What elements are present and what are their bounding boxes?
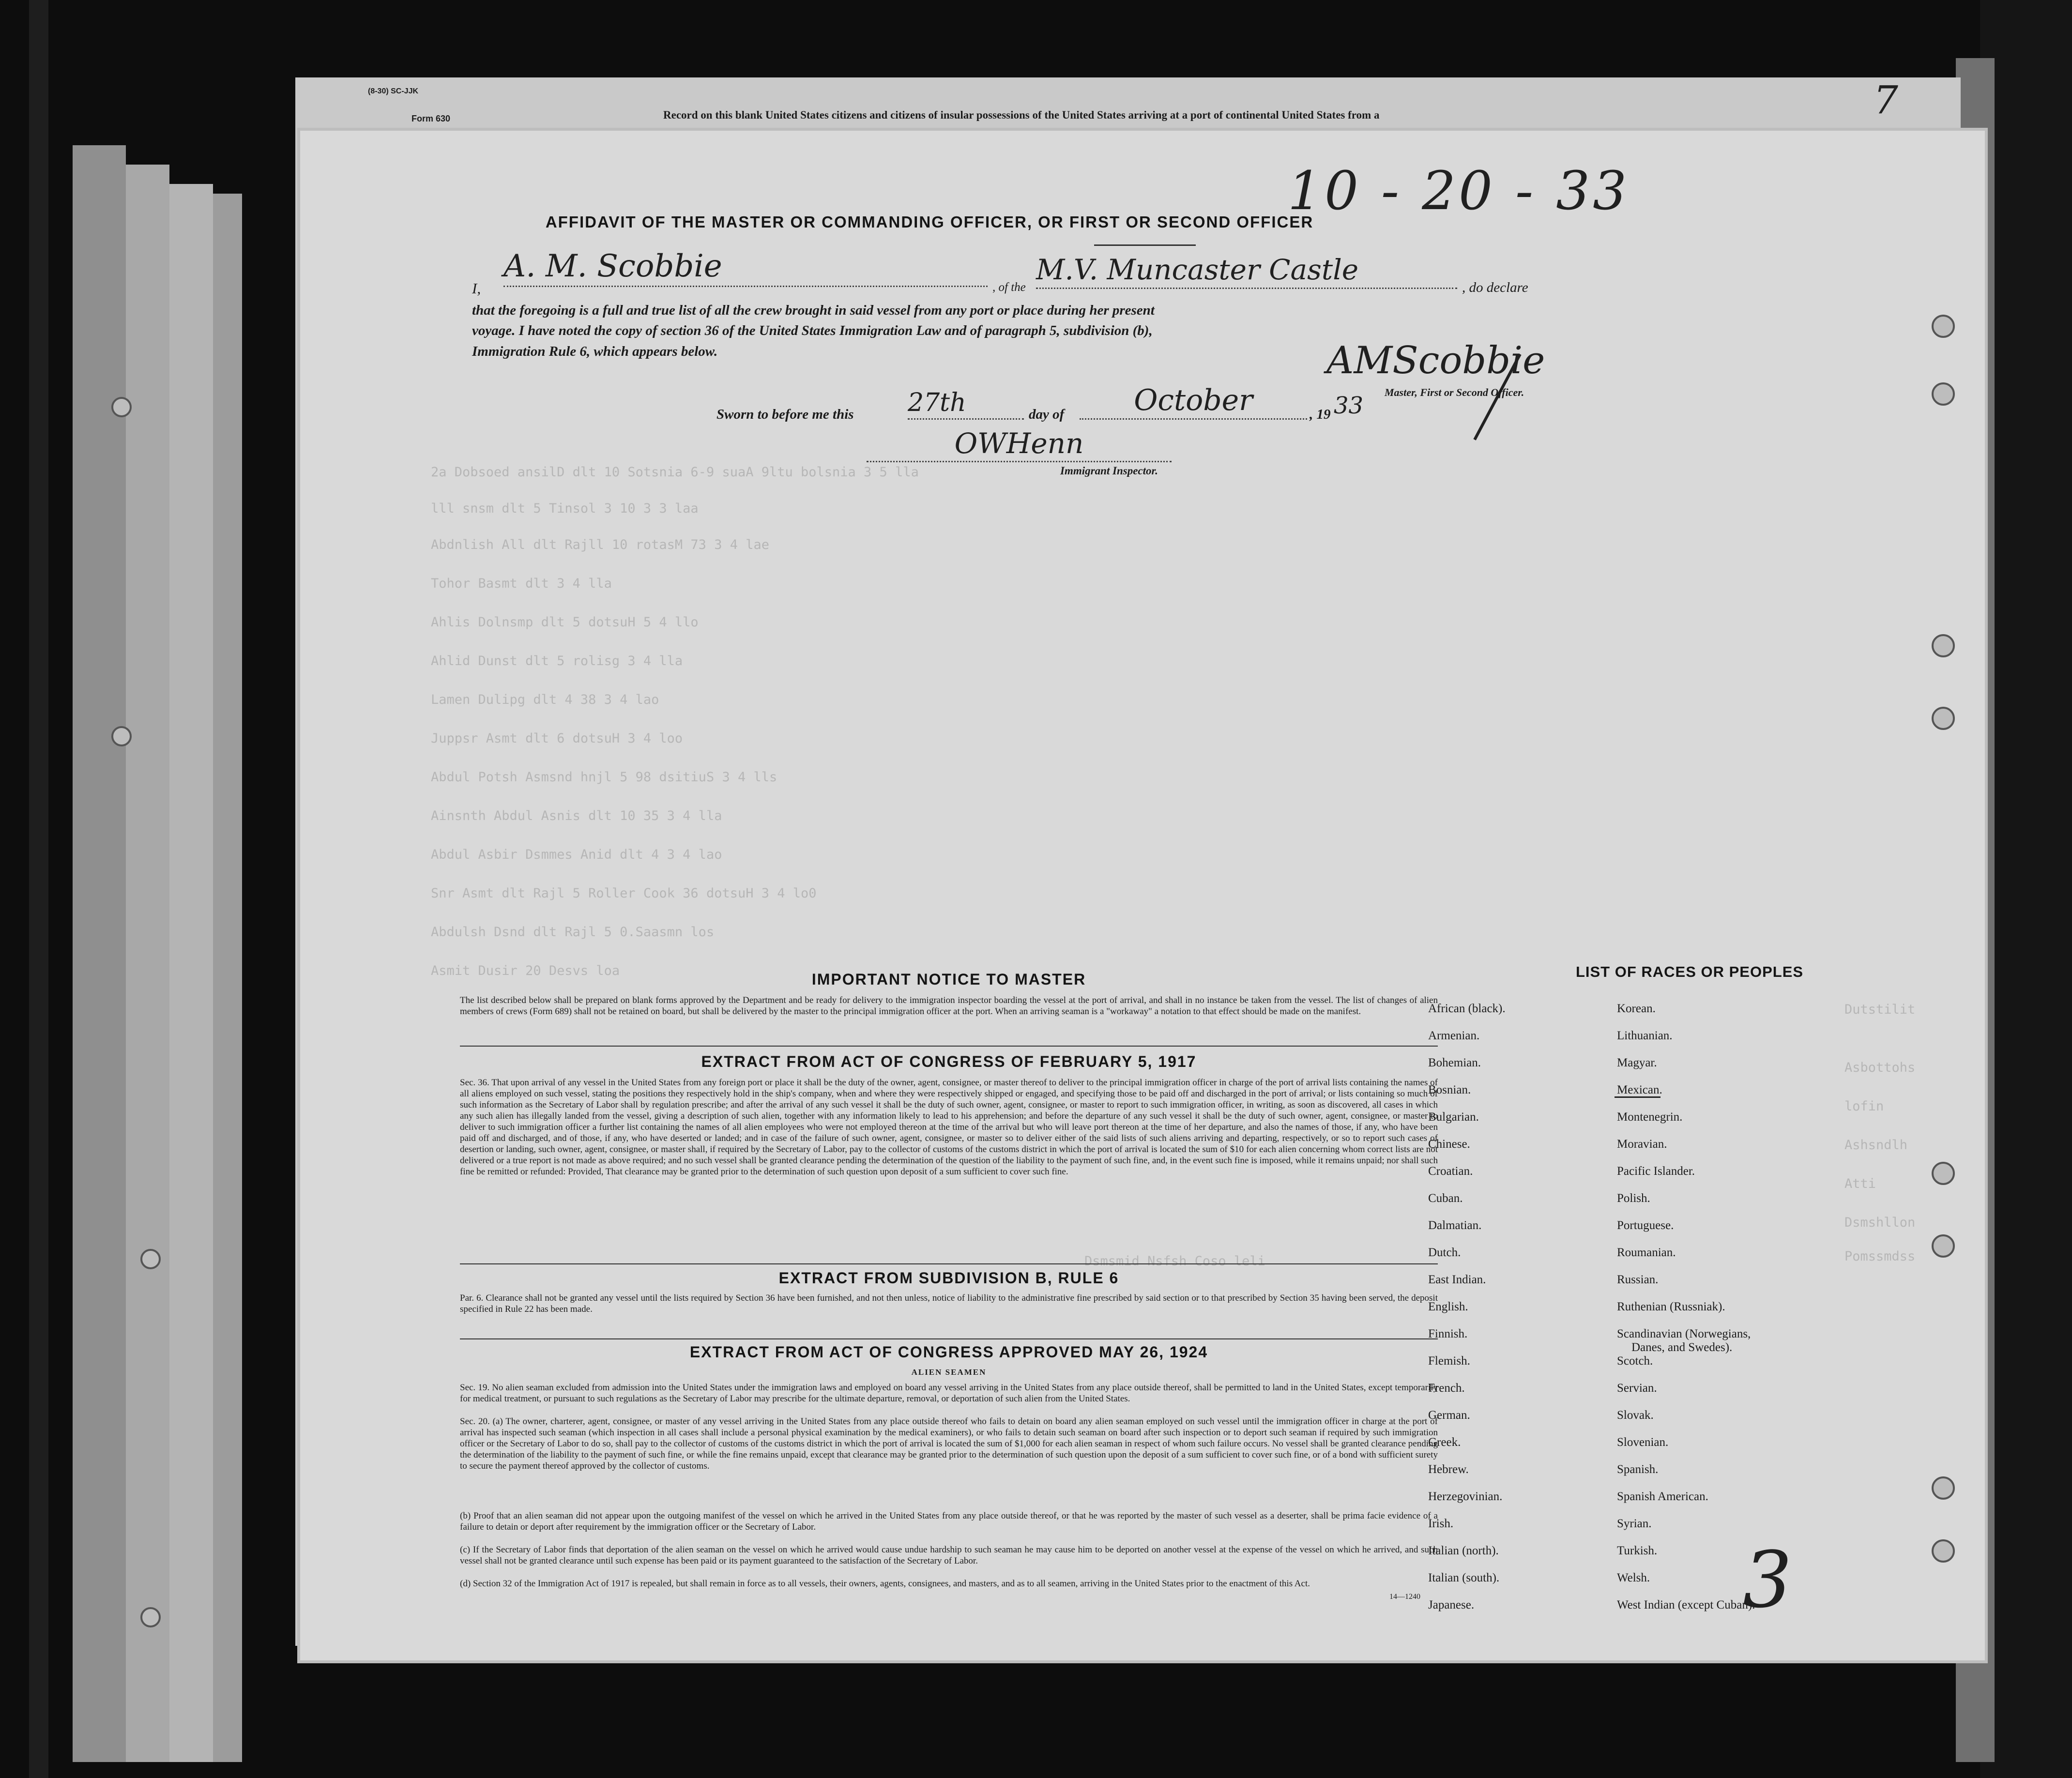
race-item: Russian. — [1617, 1273, 1659, 1286]
sworn-day: 27th — [908, 387, 1024, 420]
race-item: Polish. — [1617, 1192, 1650, 1205]
race-item: English. — [1428, 1300, 1468, 1313]
sworn-label: Sworn to before me this — [716, 407, 854, 422]
race-item: Bosnian. — [1428, 1083, 1471, 1096]
bleed-through-text: Ashsndlh — [1844, 1138, 1908, 1153]
binder-hole — [140, 1607, 161, 1627]
inspector-caption: Immigrant Inspector. — [1060, 465, 1158, 477]
binder-hole — [1932, 1162, 1955, 1185]
race-item: Scotch. — [1617, 1354, 1653, 1368]
binder-hole — [1932, 315, 1955, 338]
races-handwritten-mark: 3 — [1743, 1535, 1792, 1625]
extract-1917-title: EXTRACT FROM ACT OF CONGRESS OF FEBRUARY 5, 1917 — [701, 1053, 1197, 1070]
race-item: Roumanian. — [1617, 1246, 1676, 1259]
race-item: Italian (north). — [1428, 1544, 1499, 1557]
race-item: Slovenian. — [1617, 1436, 1669, 1449]
bleed-through-text: Abdulsh Dsnd dlt Rajl 5 0.Saasmn los — [431, 925, 715, 940]
bleed-through-text: Juppsr Asmt dlt 6 dotsuH 3 4 loo — [431, 731, 683, 746]
race-item: Mexican. — [1617, 1083, 1662, 1096]
bleed-through-text: lll snsm dlt 5 Tinsol 3 10 3 3 laa — [431, 501, 699, 516]
extract-1924-subtitle: ALIEN SEAMEN — [911, 1368, 987, 1377]
binder-hole — [111, 726, 132, 746]
race-item: Korean. — [1617, 1002, 1656, 1015]
extract-rule6-title: EXTRACT FROM SUBDIVISION B, RULE 6 — [778, 1269, 1119, 1287]
print-code: 14—1240 — [1389, 1593, 1420, 1601]
bleed-through-text: Tohor Basmt dlt 3 4 lla — [431, 576, 612, 591]
race-item: Scandinavian (Norwegians, — [1617, 1327, 1751, 1340]
binder-hole — [1932, 1539, 1955, 1563]
bleed-through-text: Snr Asmt dlt Rajl 5 Roller Cook 36 dotsuH 3 4 lo0 — [431, 886, 817, 901]
race-item: Spanish. — [1617, 1463, 1659, 1476]
form-code: (8-30) SC-JJK — [368, 87, 419, 95]
bleed-through-text: Abdnlish All dlt Rajll 10 rotasM 73 3 4 lae — [431, 537, 769, 552]
race-item: Portuguese. — [1617, 1219, 1674, 1232]
sworn-year: 33 — [1334, 392, 1364, 419]
record-line: Record on this blank United States citizens and citizens of insular possessions of the United States arriving at a port of continental United States from a — [663, 109, 1380, 121]
bleed-through-text: Dsmshllon — [1844, 1215, 1916, 1230]
affidavit-title: AFFIDAVIT OF THE MASTER OR COMMANDING OFFICER, OR FIRST OR SECOND OFFICER — [545, 213, 1314, 231]
race-item: Hebrew. — [1428, 1463, 1469, 1476]
vessel-name: M.V. Muncaster Castle — [1036, 252, 1457, 289]
extract-1924-sec20c: (c) If the Secretary of Labor finds that deportation of the alien seaman on the vessel on which he arrived would cause undue hardship to such seaman he may cause him to be deported on another vessel at the expense of the vessel on which he arrived, and such vessel shall not be granted clearance until such expense has been paid or its payment guaranteed to the satisfaction of the Secretary of Labor. — [460, 1545, 1438, 1566]
race-item: Cuban. — [1428, 1192, 1463, 1205]
race-item: Pacific Islander. — [1617, 1165, 1695, 1178]
race-item: Finnish. — [1428, 1327, 1468, 1340]
binder-hole — [1932, 634, 1955, 657]
affidavit-text-line-3: Immigration Rule 6, which appears below. — [472, 344, 718, 359]
bleed-through-text: Atti — [1844, 1176, 1876, 1191]
race-item: German. — [1428, 1409, 1470, 1422]
race-item: Herzegovinian. — [1428, 1490, 1503, 1503]
signature-caption: Master, First or Second Officer. — [1385, 386, 1524, 398]
extract-1924-sec19: Sec. 19. No alien seaman excluded from admission into the United States under the immigration laws and employed on board any vessel arriving in the United States from any place outside thereof, shall be permitted to land in the United States, except temporarily for medical treatment, or pursuant to such regulations as the Secretary of Labor may prescribe for the ultimate departure, removal, or deportation of such alien from the United States. — [460, 1383, 1438, 1404]
race-item: Bulgarian. — [1428, 1110, 1479, 1124]
extract-1924-sec20d: (d) Section 32 of the Immigration Act of 1917 is repealed, but shall remain in force as to all vessels, their owners, agents, consignees, and masters, and as to all seamen, arriving in the United States prior to the enactment of this Act. — [460, 1579, 1310, 1589]
race-item: Magyar. — [1617, 1056, 1657, 1069]
race-item: Syrian. — [1617, 1517, 1652, 1530]
binder-hole — [140, 1249, 161, 1269]
bleed-through-text: Ahlid Dunst dlt 5 rolisg 3 4 lla — [431, 653, 683, 669]
bleed-through-text: 2a Dobsoed ansilD dlt 10 Sotsnia 6-9 suaA 9ltu bolsnia 3 5 lla — [431, 465, 919, 480]
binder-hole — [1932, 1476, 1955, 1500]
race-item: Chinese. — [1428, 1138, 1470, 1151]
race-item: Greek. — [1428, 1436, 1461, 1449]
form-number: Form 630 — [411, 114, 451, 123]
binder-strip — [29, 0, 48, 1778]
affidavit-i-label: I, — [472, 280, 481, 297]
race-item: Bohemian. — [1428, 1056, 1481, 1069]
races-title: LIST OF RACES OR PEOPLES — [1575, 963, 1804, 980]
binder-strip — [126, 165, 169, 1762]
of-the-label: , of the — [992, 281, 1026, 294]
extract-1924-sec20a: Sec. 20. (a) The owner, charterer, agent, consignee, or master of any vessel arriving in the United States from any place outside thereof who fails to detain on board any alien seaman employed on such vessel until the immigration officer in charge at the port of arrival has inspected such seaman (which inspection in all cases shall include a personal physical examination by the medical examiners), or who fails to detain such seaman on board after such inspection or to deport such seaman if required by such immigration officer or the Secretary of Labor to do so, shall pay to the collector of customs of the customs district in which the port of arrival is located the sum of $1,000 for each alien seaman in respect of whom such failure occurs. No vessel shall be granted clearance pending the determination of the liability to the payment of such fine, or while the fine remains unpaid, except that clearance may be granted prior to the determination of such question upon the deposit of a sum sufficient to cover such fine, or of a bond with sufficient surety to secure the payment thereof approved by the collector of customs. — [460, 1416, 1438, 1471]
extract-1924-title: EXTRACT FROM ACT OF CONGRESS APPROVED MAY 26, 1924 — [689, 1343, 1208, 1361]
bleed-through-text: Ainsnth Abdul Asnis dlt 10 35 3 4 lla — [431, 808, 722, 823]
race-item: Lithuanian. — [1617, 1029, 1673, 1042]
race-item: Croatian. — [1428, 1165, 1473, 1178]
inspector-signature: OWHenn — [867, 426, 1172, 462]
day-of-label: day of — [1029, 407, 1065, 422]
notice-title: IMPORTANT NOTICE TO MASTER — [811, 971, 1086, 988]
bleed-through-text: Pomssmdss — [1844, 1249, 1916, 1264]
binder-strip — [213, 194, 242, 1762]
binder-strip — [169, 184, 213, 1762]
manifest-page — [300, 131, 1985, 1660]
bleed-through-text: Abdul Asbir Dsmmes Anid dlt 4 3 4 lao — [431, 847, 722, 862]
sworn-month: October — [1080, 382, 1307, 420]
race-item: Servian. — [1617, 1382, 1657, 1395]
race-item: Danes, and Swedes). — [1631, 1341, 1733, 1354]
handwritten-date: 10 - 20 - 33 — [1288, 160, 1630, 222]
affidavit-title-rule — [1094, 244, 1196, 246]
race-item: Italian (south). — [1428, 1571, 1500, 1584]
binder-hole — [1932, 382, 1955, 406]
bleed-through-text: Ahlis Dolnsmp dlt 5 dotsuH 5 4 llo — [431, 615, 699, 630]
extract-1924-rule — [460, 1338, 1438, 1339]
extract-rule6-body: Par. 6. Clearance shall not be granted any vessel until the lists required by Section 36 have been furnished, and not then unless, notice of liability to the administrative fine prescribed by said section or to that prescribed by Section 35 having been served, the deposit specified in Rule 22 has been made. — [460, 1293, 1438, 1314]
race-item: Welsh. — [1617, 1571, 1650, 1584]
affidavit-text-line-1: that the foregoing is a full and true list of all the crew brought in said vessel from any port or place during her present — [472, 303, 1155, 318]
race-item: Ruthenian (Russniak). — [1617, 1300, 1725, 1313]
race-item: Moravian. — [1617, 1138, 1667, 1151]
race-item: Dalmatian. — [1428, 1219, 1482, 1232]
race-item: Armenian. — [1428, 1029, 1480, 1042]
officer-name: A. M. Scobbie — [503, 247, 988, 287]
binder-hole — [1932, 707, 1955, 730]
bleed-through-text: Asbottohs — [1844, 1060, 1916, 1075]
race-item: Flemish. — [1428, 1354, 1470, 1368]
notice-body: The list described below shall be prepared on blank forms approved by the Department and be ready for delivery to the immigration inspector boarding the vessel at the port of arrival, and shall in no instance be taken from the vessel. The list of changes of alien members of crews (Form 689) shall not be retained on board, but shall be delivered by the master to the principal immigration officer at the port. When an arriving seaman is a "workaway" a notation to that effect should be made on the manifest. — [460, 995, 1438, 1017]
binder-strip — [73, 145, 126, 1762]
binder-hole — [111, 397, 132, 417]
bleed-through-text: Lamen Dulipg dlt 4 38 3 4 lao — [431, 692, 659, 707]
race-item: African (black). — [1428, 1002, 1506, 1015]
bleed-through-text: lofin — [1844, 1099, 1884, 1114]
race-item: Slovak. — [1617, 1409, 1654, 1422]
extract-1924-sec20b: (b) Proof that an alien seaman did not appear upon the outgoing manifest of the vessel on which he arrived in the United States from any place outside thereof, or that he was reported by the master of such vessel as a deserter, shall be prima facie evidence of a failure to detain or deport after requirement by the immigration officer or the Secretary of Labor. — [460, 1511, 1438, 1532]
race-item: French. — [1428, 1382, 1465, 1395]
race-item: Irish. — [1428, 1517, 1454, 1530]
extract-1917-body: Sec. 36. That upon arrival of any vessel in the United States from any foreign port or place it shall be the duty of the owner, agent, consignee, or master thereof to deliver to the principal immigration officer in charge of the port of arrival lists containing the names of all aliens employed on such vessel, stating the positions they respectively hold in the ship's company, when and where they were respectively shipped or engaged, and specifying those to be paid off and discharged in the port of arrival; or lists containing so much of such information as the Secretary of Labor shall by regulation prescribe; and after the arrival of any such vessel it shall be the duty of such owner, agent, consignee, or master to report to such immigration officer, in writing, as soon as discovered, all cases in which any such alien has illegally landed from the vessel, giving a description of such alien, together with any information likely to lead to his apprehension; and before the departure of any such vessel it shall be the duty of such owner, agent, consignee, or master to deliver to such immigration officer a further list containing the names of all alien employees who were not employed thereon at the time of the arrival but who will leave port thereon at the time of her departure, and also the names of those, if any, who have been paid off and discharged, and of those, if any, who have deserted or landed; and in case of the failure of such owner, agent, consignee, or master so to deliver either of the said lists of such aliens arriving and departing, respectively, or so to report such cases of desertion or landing, such owner, agent, consignee, or master shall, if required by the Secretary of Labor, pay to the collector of customs of the customs district in which the port of arrival is located the sum of $10 for each alien concerning whom correct lists are not delivered or a true report is not made as above required; and no such vessel shall be granted clearance pending the determination of the question of the liability to the payment of such fine, and, in the event such fine is imposed, while it remains unpaid; nor shall such fine be remitted or refunded: Provided, That clearance may be granted prior to the determination of such question upon deposit of a sum sufficient to cover such fine. — [460, 1078, 1438, 1177]
extract-rule6-rule — [460, 1263, 1438, 1264]
race-item: Turkish. — [1617, 1544, 1658, 1557]
race-item: Japanese. — [1428, 1598, 1475, 1611]
corner-mark: 7 — [1874, 77, 1898, 122]
bleed-through-text: Dsmsmid Nsfsh Coso leli — [1084, 1254, 1265, 1269]
race-item: Montenegrin. — [1617, 1110, 1683, 1124]
race-item: West Indian (except Cuban). — [1617, 1598, 1755, 1611]
race-item: East Indian. — [1428, 1273, 1486, 1286]
year-prefix: , 19 — [1310, 407, 1331, 422]
race-item: Spanish American. — [1617, 1490, 1708, 1503]
race-item: Dutch. — [1428, 1246, 1461, 1259]
bleed-through-text: Asmit Dusir 20 Desvs loa — [431, 963, 620, 978]
bleed-through-text: Abdul Potsh Asmsnd hnjl 5 98 dsitiuS 3 4 lls — [431, 770, 777, 785]
do-declare-label: , do declare — [1462, 280, 1528, 295]
affidavit-text-line-2: voyage. I have noted the copy of section 36 of the United States Immigration Law and of paragraph 5, subdivision (b), — [472, 323, 1153, 338]
binder-hole — [1932, 1234, 1955, 1258]
extract-1917-rule — [460, 1046, 1438, 1047]
bleed-through-text: Dutstilit — [1844, 1002, 1916, 1017]
master-signature: AMScobbie — [1326, 339, 1545, 382]
